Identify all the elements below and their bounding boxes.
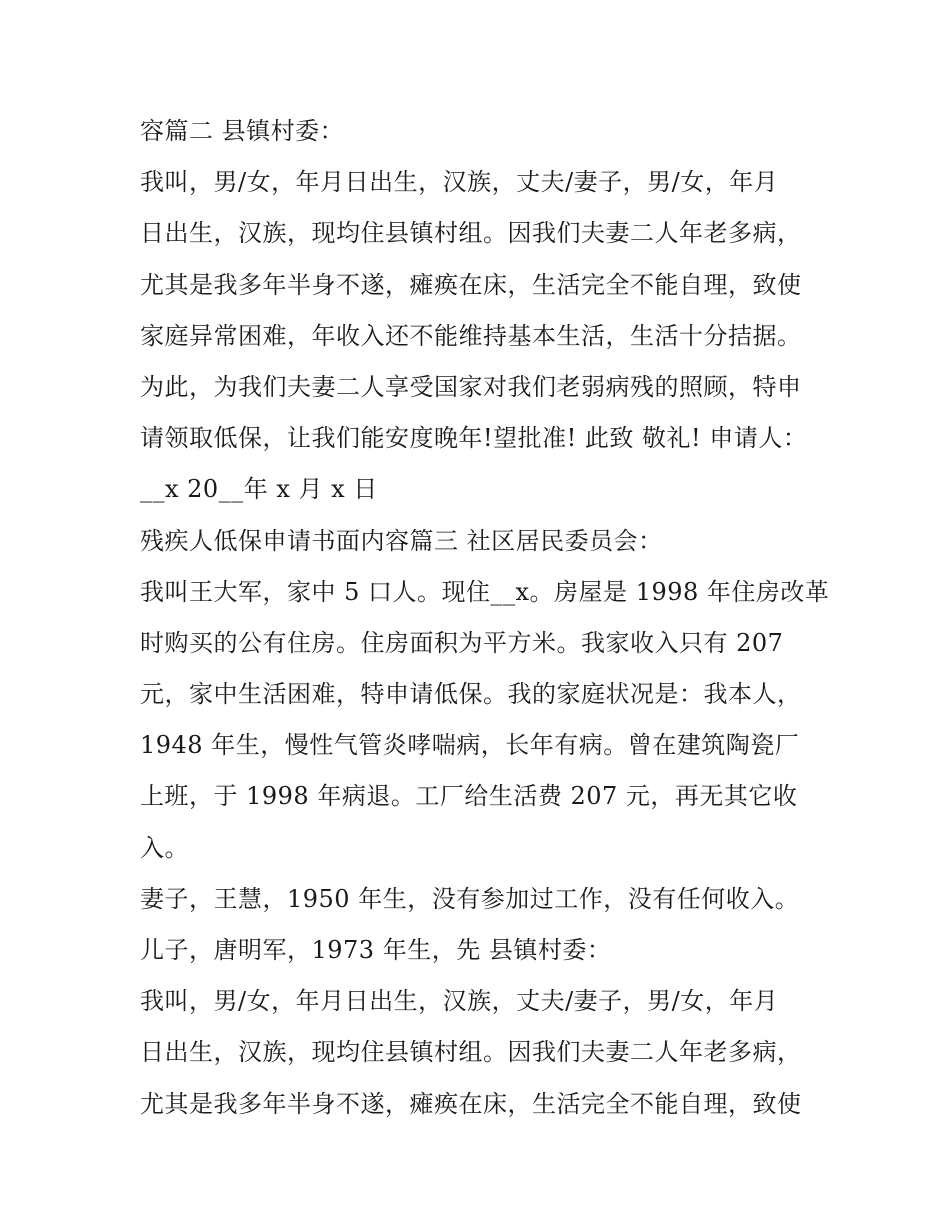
text-line: 尤其是我多年半身不遂，瘫痪在床，生活完全不能自理，致使 [140, 1089, 802, 1118]
text-line: 元，家中生活困难，特申请低保。我的家庭状况是：我本人， [140, 680, 802, 709]
text-line: 上班，于 1998 年病退。工厂给生活费 207 元，再无其它收 [140, 782, 798, 811]
text-line: 儿子，唐明军，1973 年生，先 县镇村委： [140, 936, 612, 964]
text-line: 时购买的公有住房。住房面积为平方米。我家收入只有 207 [140, 628, 784, 657]
text-line: 为此，为我们夫妻二人享受国家对我们老弱病残的照顾，特申 [140, 372, 802, 401]
text-line: 入。 [140, 833, 189, 862]
text-line: 请领取低保，让我们能安度晚年!望批准! 此致 敬礼! 申请人： [140, 424, 808, 453]
text-line: 妻子，王慧，1950 年生，没有参加过工作，没有任何收入。 [140, 884, 800, 913]
text-line: 我叫，男/女，年月日出生，汉族，丈夫/妻子，男/女，年月 [140, 987, 779, 1016]
text-line: 尤其是我多年半身不遂，瘫痪在床，生活完全不能自理，致使 [140, 270, 802, 299]
text-line: __x 20__年 x 月 x 日 [140, 475, 378, 504]
text-line: 容篇二 县镇村委： [140, 117, 345, 145]
text-line: 1948 年生，慢性气管炎哮喘病，长年有病。曾在建筑陶瓷厂 [140, 731, 800, 760]
text-line: 家庭异常困难，年收入还不能维持基本生活，生活十分拮据。 [140, 321, 802, 350]
text-line: 残疾人低保申请书面内容篇三 社区居民委员会： [140, 526, 663, 555]
text-line: 我叫，男/女，年月日出生，汉族，丈夫/妻子，男/女，年月 [140, 168, 779, 197]
document-body [140, 106, 830, 1130]
text-line: 日出生，汉族，现均住县镇村组。因我们夫妻二人年老多病， [140, 1038, 802, 1067]
text-line: 日出生，汉族，现均住县镇村组。因我们夫妻二人年老多病， [140, 219, 802, 248]
text-line: 我叫王大军，家中 5 口人。现住__x。房屋是 1998 年住房改革 [140, 577, 830, 606]
